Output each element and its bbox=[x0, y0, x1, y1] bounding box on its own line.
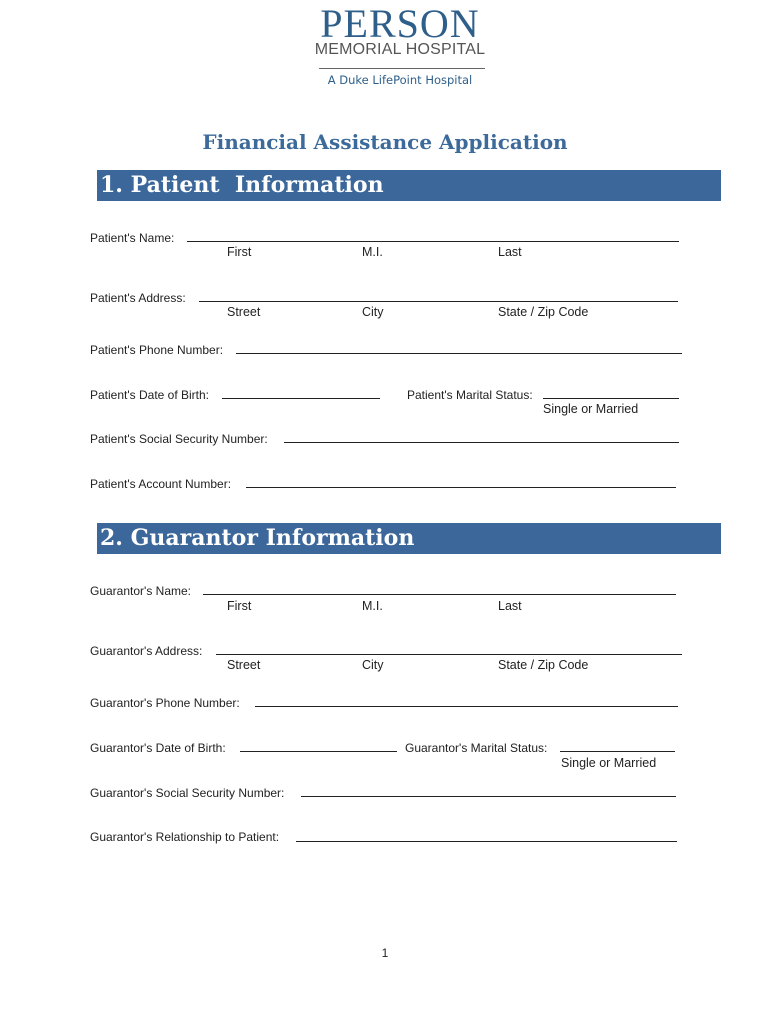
guarantor-dob-label: Guarantor's Date of Birth: bbox=[90, 741, 226, 755]
patient-address-city-caption: City bbox=[362, 305, 384, 319]
guarantor-phone-label: Guarantor's Phone Number: bbox=[90, 696, 240, 710]
guarantor-dob-field[interactable] bbox=[240, 751, 397, 752]
logo-subtitle: MEMORIAL HOSPITAL bbox=[314, 41, 486, 58]
patient-section-heading: 1. Patient Information bbox=[97, 170, 721, 201]
patient-marital-hint: Single or Married bbox=[543, 402, 639, 416]
guarantor-marital-hint: Single or Married bbox=[561, 756, 657, 770]
patient-address-state-zip-caption: State / Zip Code bbox=[498, 305, 589, 319]
patient-ssn-field[interactable] bbox=[284, 442, 679, 443]
guarantor-name-label: Guarantor's Name: bbox=[90, 584, 191, 598]
guarantor-address-state-zip-caption: State / Zip Code bbox=[498, 658, 589, 672]
logo-tagline: A Duke LifePoint Hospital bbox=[327, 73, 473, 87]
patient-name-field[interactable] bbox=[187, 241, 679, 242]
patient-name-first-caption: First bbox=[227, 245, 252, 259]
guarantor-name-first-caption: First bbox=[227, 599, 252, 613]
guarantor-name-mi-caption: M.I. bbox=[362, 599, 383, 613]
guarantor-relationship-field[interactable] bbox=[296, 841, 677, 842]
patient-dob-field[interactable] bbox=[222, 398, 380, 399]
patient-phone-label: Patient's Phone Number: bbox=[90, 343, 224, 357]
patient-ssn-label: Patient's Social Security Number: bbox=[90, 432, 268, 446]
guarantor-address-city-caption: City bbox=[362, 658, 384, 672]
guarantor-address-street-caption: Street bbox=[227, 658, 261, 672]
logo-wordmark: PERSON bbox=[320, 1, 480, 46]
guarantor-name-last-caption: Last bbox=[498, 599, 522, 613]
patient-name-label: Patient's Name: bbox=[90, 231, 175, 245]
patient-phone-field[interactable] bbox=[236, 353, 682, 354]
patient-marital-field[interactable] bbox=[543, 398, 679, 399]
patient-account-field[interactable] bbox=[246, 487, 676, 488]
guarantor-address-label: Guarantor's Address: bbox=[90, 644, 203, 658]
guarantor-marital-field[interactable] bbox=[560, 751, 675, 752]
patient-name-last-caption: Last bbox=[498, 245, 522, 259]
guarantor-phone-field[interactable] bbox=[255, 706, 678, 707]
patient-address-street-caption: Street bbox=[227, 305, 261, 319]
patient-account-label: Patient's Account Number: bbox=[90, 477, 232, 491]
patient-address-field[interactable] bbox=[199, 301, 678, 302]
page-number: 1 bbox=[381, 946, 389, 960]
guarantor-ssn-label: Guarantor's Social Security Number: bbox=[90, 786, 285, 800]
guarantor-name-field[interactable] bbox=[203, 594, 676, 595]
logo-divider bbox=[319, 68, 485, 69]
guarantor-ssn-field[interactable] bbox=[301, 796, 676, 797]
patient-dob-label: Patient's Date of Birth: bbox=[90, 388, 210, 402]
patient-marital-label: Patient's Marital Status: bbox=[407, 388, 533, 402]
patient-name-mi-caption: M.I. bbox=[362, 245, 383, 259]
guarantor-relationship-label: Guarantor's Relationship to Patient: bbox=[90, 830, 280, 844]
patient-address-label: Patient's Address: bbox=[90, 291, 186, 305]
guarantor-section-heading: 2. Guarantor Information bbox=[97, 523, 721, 554]
guarantor-marital-label: Guarantor's Marital Status: bbox=[405, 741, 548, 755]
guarantor-address-field[interactable] bbox=[216, 654, 682, 655]
document-title: Financial Assistance Application bbox=[202, 130, 568, 154]
